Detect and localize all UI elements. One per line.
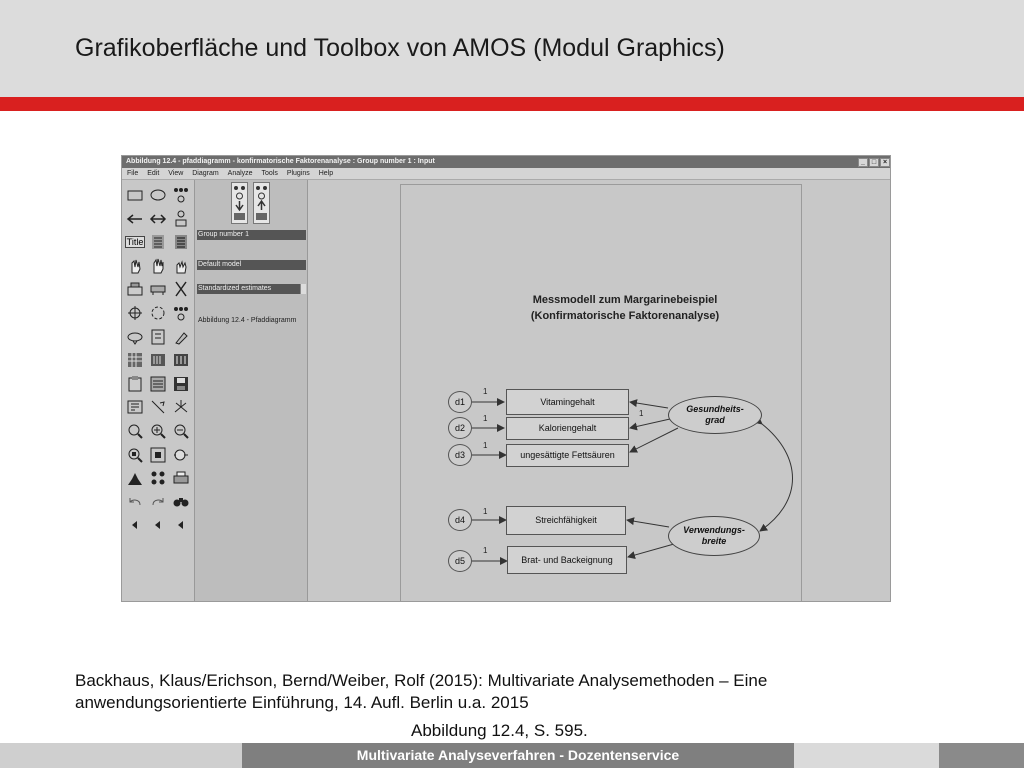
error-circle-d4[interactable]: d4 xyxy=(448,509,472,531)
path-label: 1 xyxy=(483,441,488,450)
indicator-brat-backeignung[interactable]: Brat- und Backeignung xyxy=(507,546,627,574)
path-label: 1 xyxy=(483,387,488,396)
slide-title: Grafikoberfläche und Toolbox von AMOS (Modul Graphics) xyxy=(75,34,725,62)
citation-line2: anwendungsorientierte Einführung, 14. Aufl. Berlin u.a. 2015 xyxy=(75,693,529,712)
path-label: 1 xyxy=(483,507,488,516)
error-circle-d1[interactable]: d1 xyxy=(448,391,472,413)
menu-edit[interactable]: Edit xyxy=(147,170,160,177)
error-circle-d2[interactable]: d2 xyxy=(448,417,472,439)
loading-label: 1 xyxy=(639,409,644,418)
maximize-icon[interactable]: □ xyxy=(869,158,879,167)
indicator-kaloriengehalt[interactable]: Kaloriengehalt xyxy=(506,417,629,440)
group-list-item[interactable]: Group number 1 xyxy=(197,230,306,240)
footer-text: Multivariate Analyseverfahren - Dozentenservice xyxy=(356,747,680,763)
title-tool-label: Title xyxy=(126,237,144,248)
amos-screenshot xyxy=(121,155,891,602)
latent-verwendungsbreite[interactable] xyxy=(668,516,760,556)
menu-view[interactable]: View xyxy=(168,170,184,177)
path-label: 1 xyxy=(483,414,488,423)
latent1-line2: grad xyxy=(705,415,725,425)
latent-gesundheitsgrad[interactable] xyxy=(668,396,762,434)
menu-diagram[interactable]: Diagram xyxy=(192,170,219,177)
model-list-item[interactable]: Default model xyxy=(197,260,306,270)
error-circle-d5[interactable]: d5 xyxy=(448,550,472,572)
latent2-line2: breite xyxy=(701,536,727,546)
figure-caption: Abbildung 12.4, S. 595. xyxy=(411,721,588,740)
latent2-line1: Verwendungs- xyxy=(683,525,745,535)
citation xyxy=(75,670,935,714)
menu-tools[interactable]: Tools xyxy=(261,170,278,177)
file-list-item[interactable]: Abbildung 12.4 - Pfaddiagramm xyxy=(198,317,297,324)
minimize-icon[interactable]: _ xyxy=(858,158,868,167)
indicator-fettsaeuren[interactable]: ungesättigte Fettsäuren xyxy=(506,444,629,467)
indicator-streichfaehigkeit[interactable]: Streichfähigkeit xyxy=(506,506,626,535)
error-circle-d3[interactable]: d3 xyxy=(448,444,472,466)
diagram-title-line2: (Konfirmatorische Faktorenanalyse) xyxy=(530,310,720,322)
citation-line1: Backhaus, Klaus/Erichson, Bernd/Weiber, Rolf (2015): Multivariate Analysemethoden – Eine xyxy=(75,671,768,690)
menu-help[interactable]: Help xyxy=(318,170,334,177)
indicator-vitamingehalt[interactable]: Vitamingehalt xyxy=(506,389,629,415)
latent1-line1: Gesundheits- xyxy=(686,404,744,414)
menu-analyze[interactable]: Analyze xyxy=(227,170,253,177)
menu-file[interactable]: File xyxy=(127,170,139,177)
path-label: 1 xyxy=(483,546,488,555)
accent-bar xyxy=(0,97,1024,111)
menu-plugins[interactable]: Plugins xyxy=(286,170,310,177)
path-lines xyxy=(122,156,891,602)
estimates-label: Standardized estimates xyxy=(198,285,272,292)
close-icon[interactable]: × xyxy=(880,158,890,167)
window-title: Abbildung 12.4 - pfaddiagramm - konfirmatorische Faktorenanalyse : Group number 1 : Input xyxy=(126,158,435,165)
diagram-title-line1: Messmodell zum Margarinebeispiel xyxy=(532,294,718,306)
